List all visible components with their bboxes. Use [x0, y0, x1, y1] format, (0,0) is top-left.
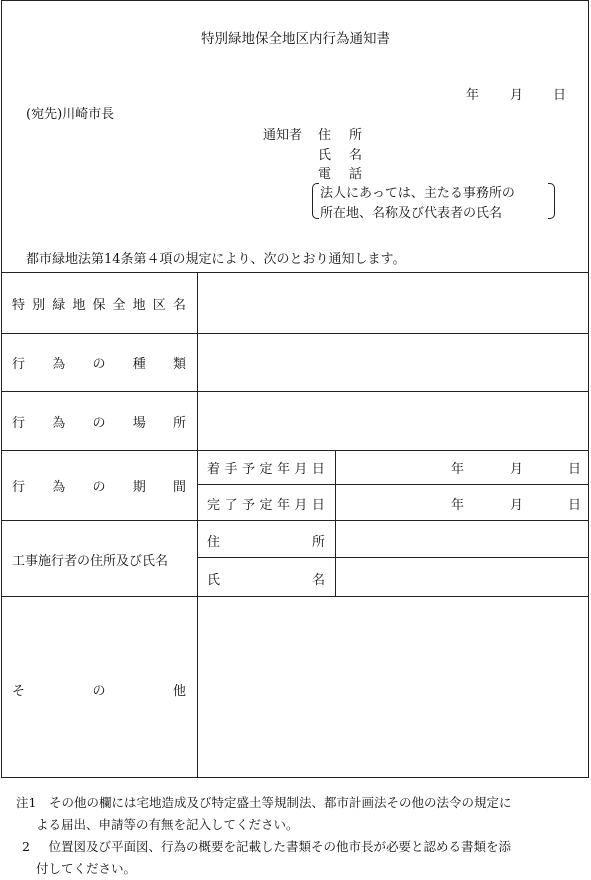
end-month-label: 月 — [510, 498, 524, 513]
start-day-label: 日 — [568, 462, 582, 477]
end-day-label: 日 — [568, 498, 582, 513]
notifier-label: 通知者 — [263, 128, 303, 143]
label-other: そ の 他 — [12, 684, 186, 699]
label-act-place: 行 為 の 場 所 — [12, 416, 186, 431]
label-contractor-name: 氏 名 — [207, 573, 325, 588]
label-act-type: 行 為 の 種 類 — [12, 357, 186, 372]
label-contractor: 工事施行者の住所及び氏名 — [12, 554, 169, 569]
corp-note-line-2: 所在地、名称及び代表者の氏名 — [320, 206, 503, 221]
addressee: (宛先)川崎市長 — [26, 107, 115, 122]
label-act-period: 行 為 の 期 間 — [12, 480, 186, 495]
contractor-address-field[interactable] — [336, 521, 588, 557]
start-month-label: 月 — [510, 462, 524, 477]
header-month-label: 月 — [510, 88, 524, 103]
corp-note-bracket-right — [548, 183, 555, 219]
header-year-label: 年 — [466, 88, 480, 103]
statement: 都市緑地法第14条第４項の規定により、次のとおり通知します。 — [26, 252, 406, 267]
note-2: 2 位置図及び平面図、行為の概要を記載した書類その他市長が必要と認める書類を添 付してください。 — [22, 839, 512, 876]
contractor-name-field[interactable] — [336, 558, 588, 596]
notifier-address-label: 住 所 — [318, 128, 362, 143]
act-place-field[interactable] — [198, 392, 588, 450]
label-end-date: 完 了 予 定 年 月 日 — [207, 498, 325, 513]
district-name-field[interactable] — [198, 273, 588, 333]
note-1: 注1 その他の欄には宅地造成及び特定盛土等規制法、都市計画法その他の法令の規定に よる届出、申請等の有無を記入してください。 — [16, 795, 512, 832]
start-year-label: 年 — [451, 462, 465, 477]
header-day-label: 日 — [553, 88, 567, 103]
form-title: 特別緑地保全地区内行為通知書 — [201, 31, 390, 47]
label-start-date: 着 手 予 定 年 月 日 — [207, 462, 325, 477]
label-contractor-address: 住 所 — [207, 535, 325, 550]
notifier-phone-label: 電 話 — [318, 167, 362, 182]
notifier-name-label: 氏 名 — [318, 148, 362, 163]
act-type-field[interactable] — [198, 334, 588, 391]
end-year-label: 年 — [451, 498, 465, 513]
other-field[interactable] — [198, 597, 588, 777]
corp-note-line-1: 法人にあっては、主たる事務所の — [320, 186, 515, 201]
corp-note-bracket-left — [312, 183, 319, 219]
label-district-name: 特 別 緑 地 保 全 地 区 名 — [12, 298, 186, 313]
